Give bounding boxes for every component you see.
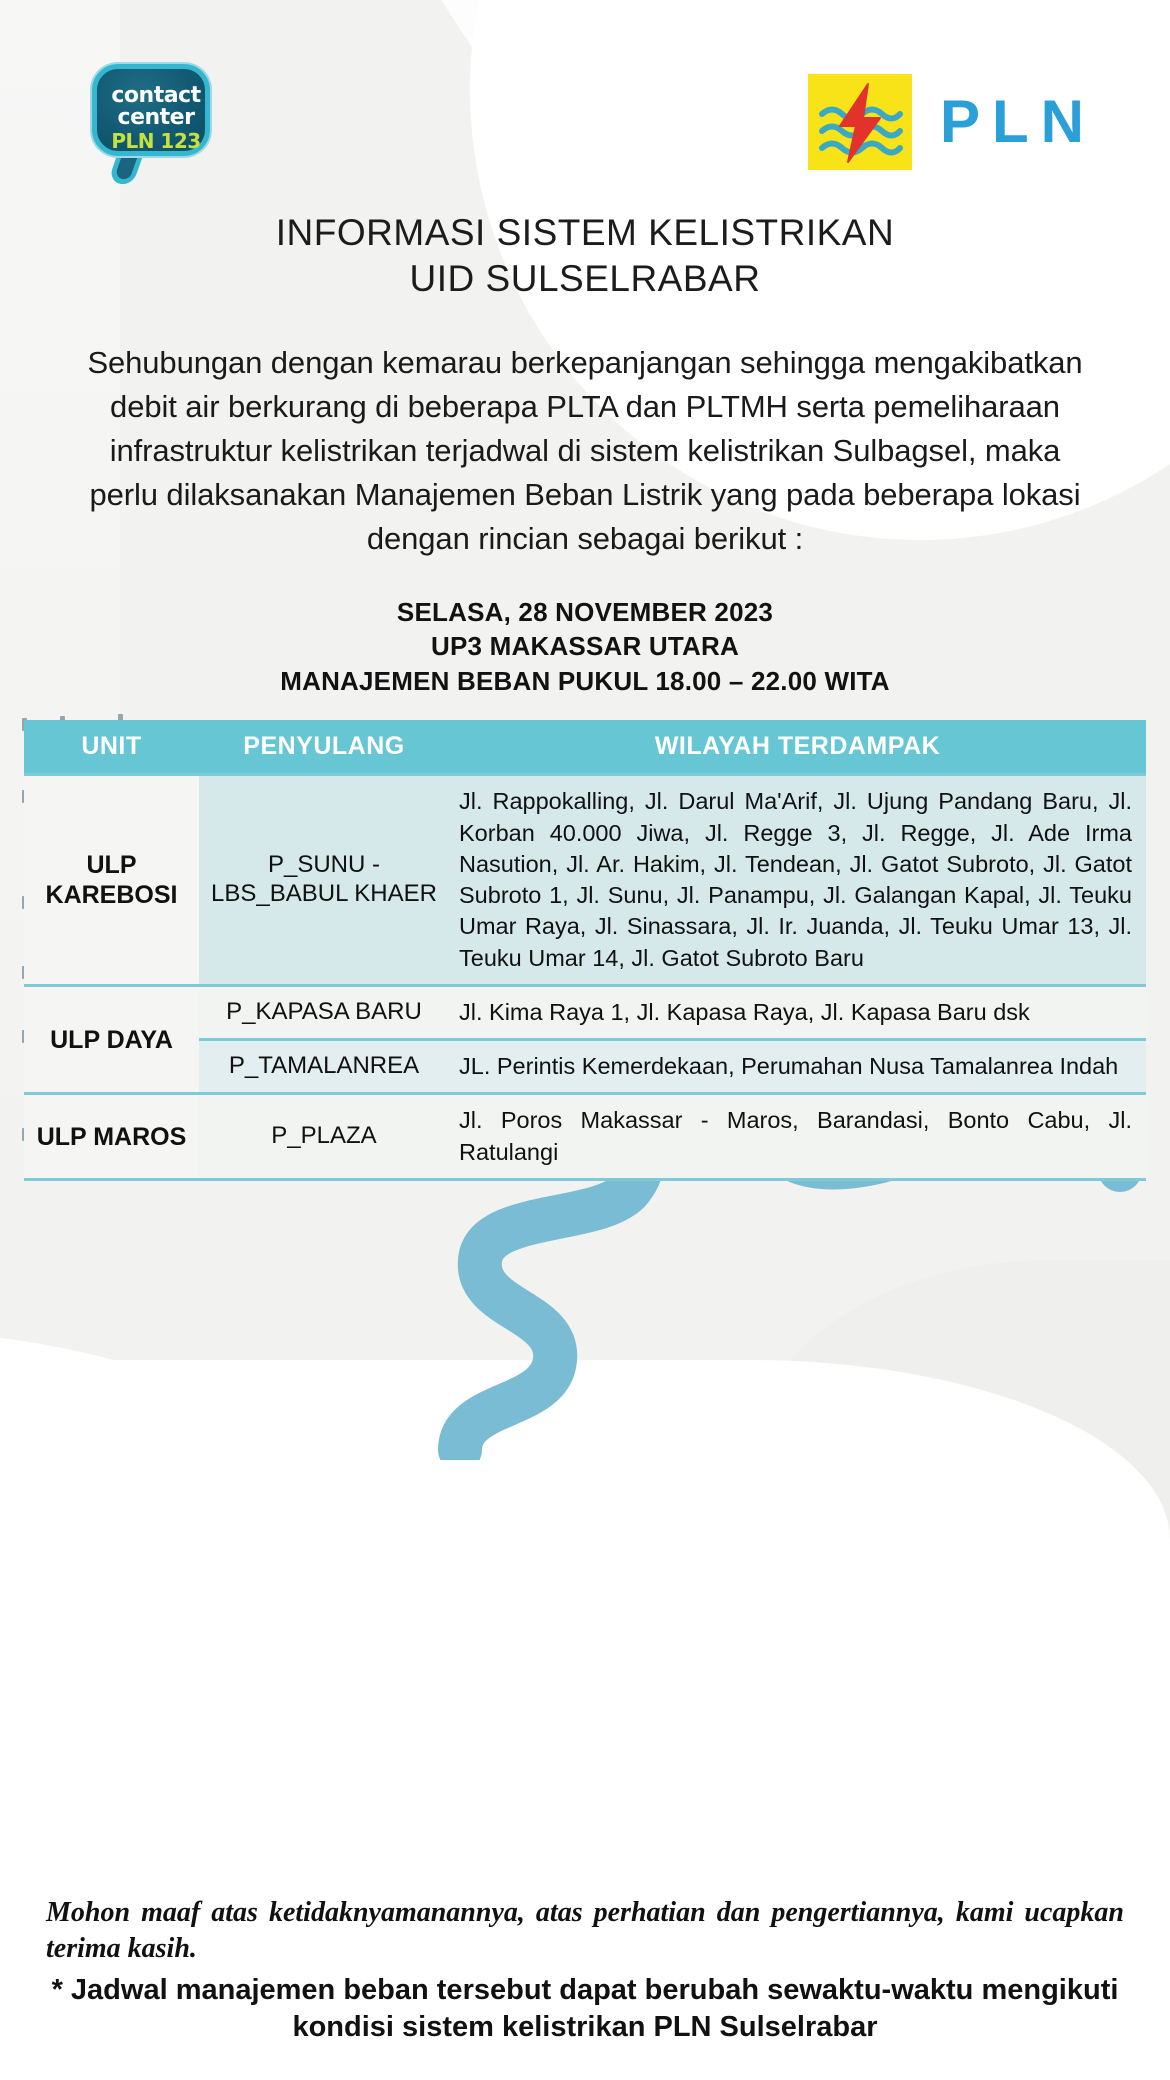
footer-apology-text: Mohon maaf atas ketidaknyamanannya, atas perhatian dan pengertiannya, kami ucapkan terima kasih. xyxy=(46,1897,1124,1965)
page-title xyxy=(0,210,1170,303)
poster-footer xyxy=(0,1895,1170,2046)
schedule-unit: UP3 MAKASSAR UTARA xyxy=(431,631,739,662)
footer-disclaimer-text: * Jadwal manajemen beban tersebut dapat berubah sewaktu-waktu mengikuti kondisi sistem kelistrikan PLN Sulselrabar xyxy=(51,1973,1119,2043)
cell-wilayah: Jl. Poros Makassar - Maros, Barandasi, Bonto Cabu, Jl. Ratulangi xyxy=(449,1094,1146,1180)
column-header-penyulang: PENYULANG xyxy=(199,720,449,775)
pln-logo xyxy=(808,74,1096,170)
table-row xyxy=(24,1094,1146,1180)
cell-penyulang: P_TAMALANREA xyxy=(199,1040,449,1094)
cell-wilayah: Jl. Kima Raya 1, Jl. Kapasa Raya, Jl. Kapasa Baru dsk xyxy=(449,985,1146,1039)
table-row xyxy=(24,985,1146,1039)
cell-penyulang: P_PLAZA xyxy=(199,1094,449,1180)
intro-paragraph: Sehubungan dengan kemarau berkepanjangan sehingga mengakibatkan debit air berkurang di beberapa PLTA dan PLTMH serta pemeliharaan infrastruktur kelistrikan terjadwal di sistem kelistrikan Sulbagsel, maka perlu dilaksanakan Manajemen Beban Listrik yang pada beberapa lokasi dengan rincian sebagai berikut : xyxy=(87,344,1083,556)
cell-unit: ULP DAYA xyxy=(24,985,199,1094)
page-title-line1: INFORMASI SISTEM KELISTRIKAN xyxy=(275,212,895,253)
page-title-line2: UID SULSELRABAR xyxy=(409,258,761,300)
speech-bubble-icon xyxy=(92,64,210,156)
table-row xyxy=(24,775,1146,986)
cell-penyulang: P_SUNU - LBS_BABUL KHAER xyxy=(199,775,449,986)
pln-mark-icon xyxy=(808,74,912,170)
lightning-and-waves-icon xyxy=(808,74,912,170)
cell-unit: ULP KAREBOSI xyxy=(24,775,199,986)
cell-penyulang: P_KAPASA BARU xyxy=(199,985,449,1039)
contact-center-line2: center xyxy=(117,105,195,130)
table-header-row xyxy=(24,720,1146,775)
poster-header xyxy=(0,0,1170,200)
schedule-window: MANAJEMEN BEBAN PUKUL 18.00 – 22.00 WITA xyxy=(280,665,890,696)
contact-center-line1: contact xyxy=(111,83,201,108)
cell-wilayah: JL. Perintis Kemerdekaan, Perumahan Nusa Tamalanrea Indah xyxy=(449,1040,1146,1094)
contact-center-logo xyxy=(92,64,210,184)
schedule-table xyxy=(24,720,1146,1181)
column-header-wilayah: WILAYAH TERDAMPAK xyxy=(449,720,1146,775)
schedule-date: SELASA, 28 NOVEMBER 2023 xyxy=(396,596,774,627)
cell-wilayah: Jl. Rappokalling, Jl. Darul Ma'Arif, Jl. Ujung Pandang Baru, Jl. Korban 40.000 Jiwa, Jl. Regge 3, Jl. Regge, Jl. Ade Irma Nasution, Jl. Ar. Hakim, Jl. Tendean, Jl. Gatot Subroto, Jl. Gatot Subroto 1, Jl. Sunu, Jl. Panampu, Jl. Galangan Kapal, Jl. Teuku Umar Raya, Jl. Sinassara, Jl. Ir. Juanda, Jl. Teuku Umar 13, Jl. Teuku Umar 14, Jl. Gatot Subroto Baru xyxy=(449,775,1146,986)
contact-center-line3: PLN 123 xyxy=(111,129,201,153)
pln-wordmark: PLN xyxy=(940,88,1096,155)
schedule-meta xyxy=(0,595,1170,699)
column-header-unit: UNIT xyxy=(24,720,199,775)
cell-unit: ULP MAROS xyxy=(24,1094,199,1180)
schedule-table-wrap xyxy=(24,720,1146,1181)
